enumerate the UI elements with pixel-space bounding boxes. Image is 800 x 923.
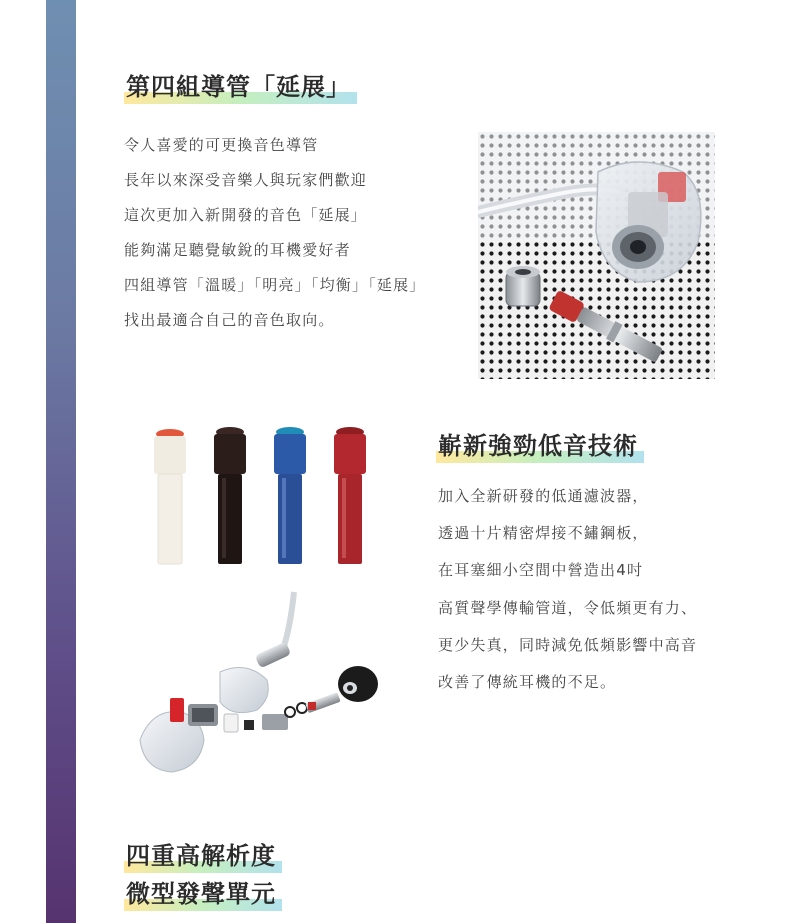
earphone-exploded-view-photo	[132, 590, 394, 780]
tube-white	[154, 429, 186, 564]
body-line: 加入全新研發的低通濾波器，	[438, 487, 649, 505]
body-line: 令人喜愛的可更換音色導管	[124, 136, 319, 154]
section-title-quad-driver-line1: 四重高解析度	[124, 839, 282, 873]
tube-blue	[274, 427, 306, 564]
body-line: 在耳塞細小空間中營造出4吋	[438, 561, 644, 580]
section-title-bass-technology: 嶄新強勁低音技術	[436, 429, 644, 463]
tube-red	[334, 427, 366, 564]
body-line: 能夠滿足聽覺敏銳的耳機愛好者	[124, 241, 351, 259]
body-line: 改善了傳統耳機的不足。	[438, 672, 617, 691]
section-body-extended-tube	[124, 128, 426, 338]
section-title-quad-driver-line2: 微型發聲單元	[124, 877, 282, 911]
body-line: 四組導管「溫暖」「明亮」「均衡」「延展」	[124, 276, 426, 294]
body-line: 高質聲學傳輸管道，令低頻更有力、	[438, 598, 698, 617]
body-line: 找出最適合自己的音色取向。	[124, 311, 335, 329]
side-accent-bar	[46, 0, 76, 923]
body-line: 長年以來深受音樂人與玩家們歡迎	[124, 171, 368, 189]
earphone-closeup-photo	[478, 132, 715, 379]
body-line: 更少失真，同時減免低頻影響中高音	[438, 635, 698, 654]
four-sound-tubes-photo	[148, 422, 373, 570]
tube-black	[214, 427, 246, 564]
section-body-bass-technology	[438, 478, 697, 701]
body-line: 這次更加入新開發的音色「延展」	[124, 206, 368, 224]
body-line: 透過十片精密焊接不鏽鋼板，	[438, 524, 649, 543]
section-title-extended-tube: 第四組導管「延展」	[124, 70, 357, 104]
